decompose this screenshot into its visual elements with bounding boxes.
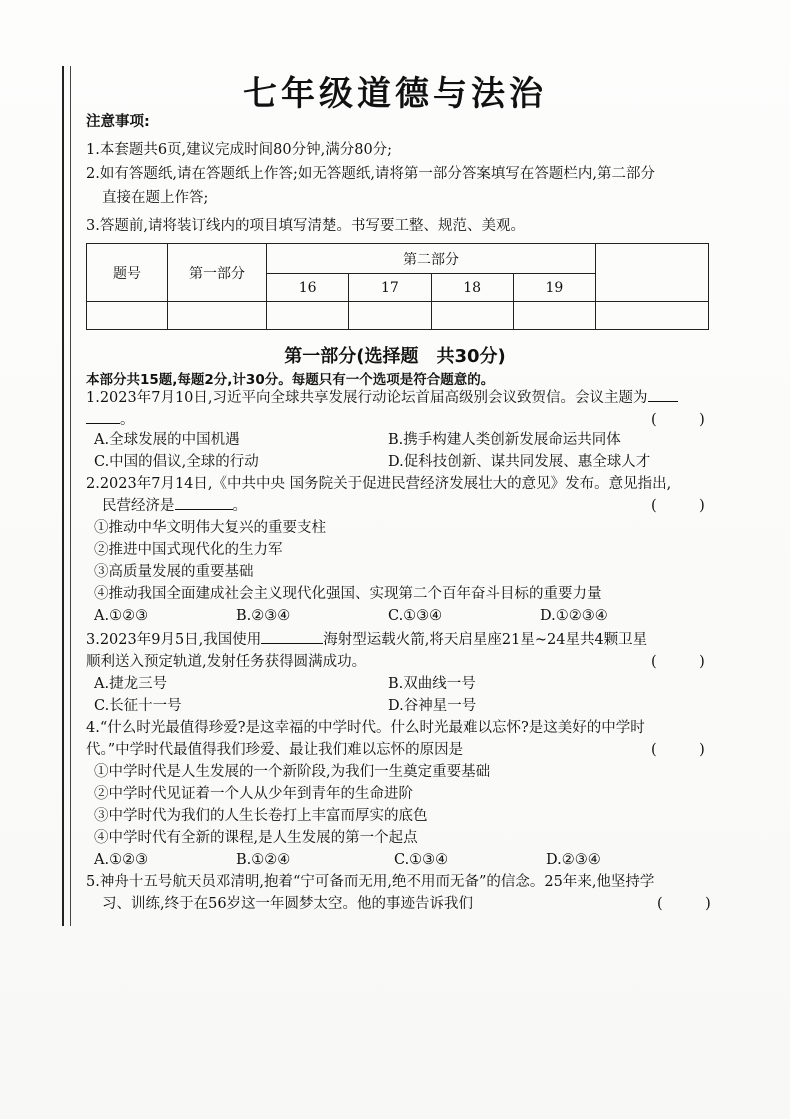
- q4-stem-cont: 代。”中学时代最值得我们珍爱、最让我们难以忘怀的原因是: [86, 742, 464, 758]
- q4-statement-3: ③中学时代为我们的人生长卷打上丰富而厚实的底色: [94, 808, 428, 824]
- exam-title: 七年级道德与法治: [243, 74, 547, 114]
- q3-option-a: A.捷龙三号: [94, 676, 168, 692]
- q4-answer-paren[interactable]: ( ): [651, 742, 719, 758]
- q1-blank: [648, 401, 678, 402]
- col-part2-header: 第二部分: [267, 244, 596, 274]
- notice-item-3: 3.答题前,请将装订线内的项目填写清楚。书写要工整、规范、美观。: [86, 218, 525, 234]
- q1-blank-line: 。: [86, 410, 135, 430]
- q4-option-c: C.①③④: [394, 852, 449, 868]
- score-cell[interactable]: [513, 302, 595, 330]
- sub-col-16: 16: [267, 274, 349, 302]
- q2-blank: [175, 509, 233, 510]
- q1-option-b: B.携手构建人类创新发展命运共同体: [388, 432, 621, 448]
- q2-statement-3: ③高质量发展的重要基础: [94, 564, 254, 580]
- q2-option-b: B.②③④: [236, 608, 291, 624]
- q1-option-a: A.全球发展的中国机遇: [94, 432, 240, 448]
- section-title: 第一部分(选择题 共30分): [284, 346, 506, 367]
- binding-line-inner: [70, 66, 71, 926]
- score-cell[interactable]: [267, 302, 349, 330]
- q1-stem: 1.2023年7月10日,习近平向全球共享发展行动论坛首届高级别会议致贺信。会议主题为: [86, 388, 678, 408]
- binding-line: [62, 66, 64, 926]
- sub-col-18: 18: [431, 274, 513, 302]
- col-part1-header: 第一部分: [168, 244, 267, 302]
- q2-option-c: C.①③④: [388, 608, 443, 624]
- notice-heading: 注意事项:: [86, 114, 150, 130]
- score-cell[interactable]: [87, 302, 168, 330]
- q4-statement-4: ④中学时代有全新的课程,是人生发展的第一个起点: [94, 830, 418, 846]
- q3-blank: [261, 643, 323, 644]
- q3-answer-paren[interactable]: ( ): [651, 654, 719, 670]
- q2-statement-4: ④推动我国全面建成社会主义现代化强国、实现第二个百年奋斗目标的重要力量: [94, 586, 602, 602]
- q4-statement-1: ①中学时代是人生发展的一个新阶段,为我们一生奠定重要基础: [94, 764, 491, 780]
- notice-item-2: 2.如有答题纸,请在答题纸上作答;如无答题纸,请将第一部分答案填写在答题栏内,第二部分: [86, 166, 656, 182]
- q1-option-c: C.中国的倡议,全球的行动: [94, 454, 259, 470]
- q1-option-d: D.促科技创新、谋共同发展、惠全球人才: [388, 454, 651, 470]
- q3-stem-cont: 顺利送入预定轨道,发射任务获得圆满成功。: [86, 654, 367, 670]
- notice-item-1: 1.本套题共6页,建议完成时间80分钟,满分80分;: [86, 142, 393, 158]
- score-table: [86, 243, 709, 330]
- q5-stem-cont: 习、训练,终于在56岁这一年圆梦太空。他的事迹告诉我们: [102, 896, 474, 912]
- sub-col-19: 19: [513, 274, 595, 302]
- q2-stem: 2.2023年7月14日,《中共中央 国务院关于促进民营经济发展壮大的意见》发布。意见指出,: [86, 476, 672, 492]
- q2-option-d: D.①②③④: [540, 608, 608, 624]
- score-cell[interactable]: [596, 302, 709, 330]
- q3-option-d: D.谷神星一号: [388, 698, 477, 714]
- q4-stem: 4.“什么时光最值得珍爱?是这幸福的中学时代。什么时光最难以忘怀?是这美好的中学时: [86, 720, 645, 736]
- q3-option-b: B.双曲线一号: [388, 676, 476, 692]
- q2-statement-1: ①推动中华文明伟大复兴的重要支柱: [94, 520, 326, 536]
- score-cell[interactable]: [431, 302, 513, 330]
- score-cell[interactable]: [168, 302, 267, 330]
- q5-answer-paren[interactable]: ( ): [657, 896, 725, 912]
- score-cell[interactable]: [349, 302, 431, 330]
- q4-option-a: A.①②③: [94, 852, 149, 868]
- section-instructions: 本部分共15题,每题2分,计30分。每题只有一个选项是符合题意的。: [86, 372, 495, 388]
- col-number-header: 题号: [87, 244, 168, 302]
- sub-col-17: 17: [349, 274, 431, 302]
- q4-option-d: D.②③④: [546, 852, 601, 868]
- q5-stem: 5.神舟十五号航天员邓清明,抱着“宁可备而无用,绝不用而无备”的信念。25年来,他坚持学: [86, 874, 655, 890]
- q3-option-c: C.长征十一号: [94, 698, 182, 714]
- q1-answer-paren[interactable]: ( ): [651, 412, 719, 428]
- q2-answer-paren[interactable]: ( ): [651, 498, 719, 514]
- q4-statement-2: ②中学时代见证着一个人从少年到青年的生命进阶: [94, 786, 413, 802]
- q1-blank-cont: [86, 423, 120, 424]
- q4-option-b: B.①②④: [236, 852, 291, 868]
- q2-stem-cont: 民营经济是 。: [102, 498, 247, 514]
- col-total-header: [596, 244, 709, 302]
- notice-item-2-cont: 直接在题上作答;: [102, 190, 209, 206]
- q3-stem: 3.2023年9月5日,我国使用 海射型运载火箭,将天启星座21星~24星共4颗卫星: [86, 632, 648, 648]
- q2-statement-2: ②推进中国式现代化的生力军: [94, 542, 283, 558]
- q2-option-a: A.①②③: [94, 608, 149, 624]
